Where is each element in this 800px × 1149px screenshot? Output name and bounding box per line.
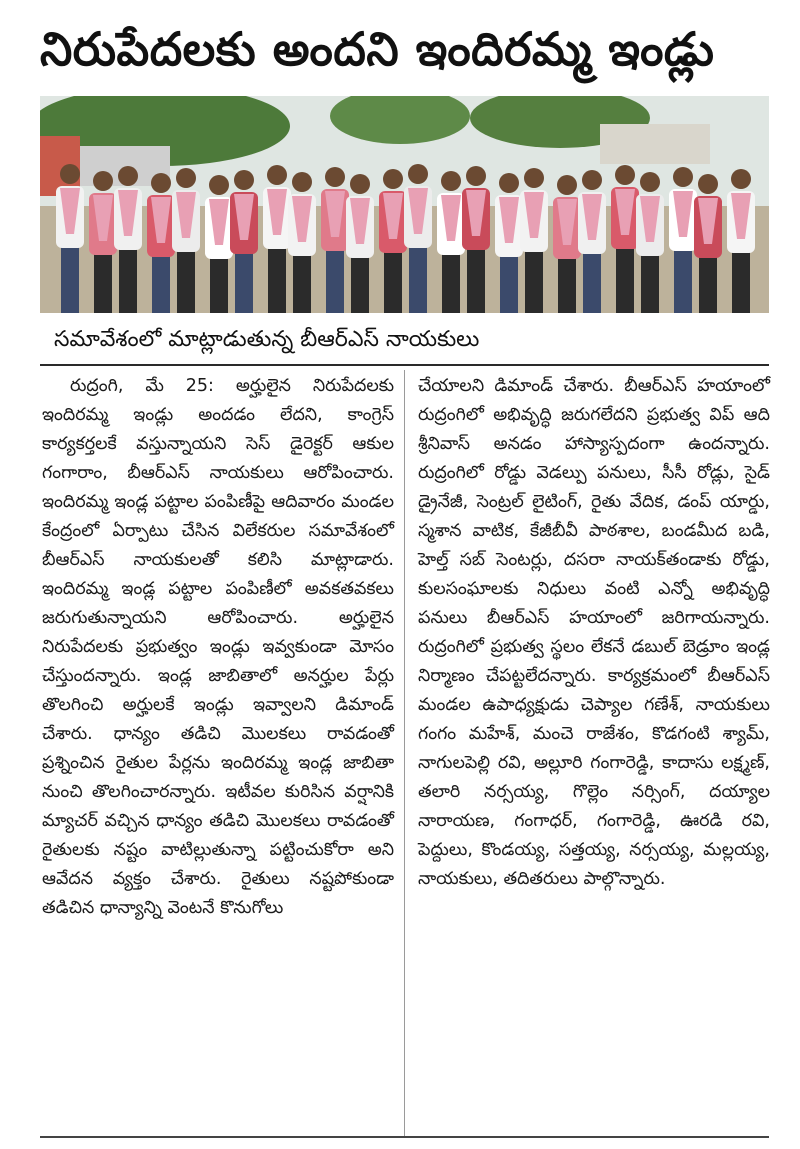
group-photo-illustration [40,96,769,313]
article-headline: నిరుపేదలకు అందని ఇందిరమ్మ ఇండ్లు [40,22,715,76]
article-body-right-column: చేయాలని డిమాండ్ చేశారు. బీఆర్ఎస్ హయాంలో రుద్రంగిలో అభివృద్ధి జరుగలేదని ప్రభుత్వ విప్ ఆది శ్రీనివాస్ అనడం హాస్యాస్పదంగా ఉందన్నారు. రుద్రంగిలో రోడ్డు వెడల్పు పనులు, సీసీ రోడ్లు, సైడ్ డ్రైనేజీ, సెంట్రల్ లైటింగ్, రైతు వేదిక, డంప్ యార్డు, స్మశాన వాటిక, కేజీబీవీ పాఠశాల, బండమీద బడి, హెల్త్ సబ్ సెంటర్లు, దసరా నాయక్‌తండాకు రోడ్డు, కులసంఘాలకు నిధులు వంటి ఎన్నో అభివృద్ధి పనులు బీఆర్ఎస్ హయాంలో జరిగాయన్నారు. రుద్రంగిలో ప్రభుత్వ స్థలం లేకనే డబుల్ బెడ్రూం ఇండ్ల నిర్మాణం చేపట్టలేదన్నారు. కార్యక్రమంలో బీఆర్ఎస్ మండల ఉపాధ్యక్షుడు చెప్యాల గణేశ్, నాయకులు గంగం మహేశ్, మంచె రాజేశం, కొడగంటి శ్యామ్, నాగులపెల్లి రవి, అల్లూరి గంగారెడ్డి, కాదాసు లక్ష్మణ్, తలారి నర్సయ్య, గొల్లెం నర్సింగ్, దయ్యాల నారాయణ, గంగాధర్, గంగారెడ్డి, ఊరడి రవి, పెద్దులు, కొండయ్య, సత్తయ్య, నర్సయ్య, మల్లయ్య, నాయకులు, తదితరులు పాల్గొన్నారు. [418,376,770,889]
caption-rule [40,364,769,366]
article-body-left-column: రుద్రంగి, మే 25: అర్హులైన నిరుపేదలకు ఇందిరమ్మ ఇండ్లు అందడం లేదని, కాంగ్రెస్ కార్యకర్తలకే వస్తున్నాయని సెస్ డైరెక్టర్ ఆకుల గంగారాం, బీఆర్ఎస్ నాయకులు ఆరోపించారు. ఇందిరమ్మ ఇండ్ల పట్టాల పంపిణీపై ఆదివారం మండల కేంద్రంలో ఏర్పాటు చేసిన విలేకరుల సమావేశంలో బీఆర్ఎస్ నాయకులతో కలిసి మాట్లాడారు. ఇందిరమ్మ ఇండ్ల పట్టాల పంపిణీలో అవకతవకలు జరుగుతున్నాయని ఆరోపించారు. అర్హులైన నిరుపేదలకు ప్రభుత్వం ఇండ్లు ఇవ్వకుండా మోసం చేస్తుందన్నారు. ఇండ్ల జాబితాలో అనర్హుల పేర్లు తొలగించి అర్హులకే ఇండ్లు ఇవ్వాలని డిమాండ్ చేశారు. ధాన్యం తడిచి మొలకలు రావడంతో ప్రశ్నించిన రైతుల పేర్లను ఇందిరమ్మ ఇండ్ల జాబితా నుంచి తొలగించారన్నారు. ఇటీవల కురిసిన వర్షానికి మ్యాచర్ వచ్చిన ధాన్యం తడిచి మొలకలు రావడంతో రైతులకు నష్టం వాటిల్లుతున్నా పట్టించుకోరా అని ఆవేదన వ్యక్తం చేశారు. రైతులు నష్టపోకుండా తడిచిన ధాన్యాన్ని వెంటనే కొనుగోలు [42,376,394,918]
column-divider [404,370,405,1138]
bottom-rule [40,1136,769,1138]
news-photo [40,96,769,313]
photo-caption: సమావేశంలో మాట్లాడుతున్న బీఆర్ఎస్ నాయకులు [54,327,480,352]
